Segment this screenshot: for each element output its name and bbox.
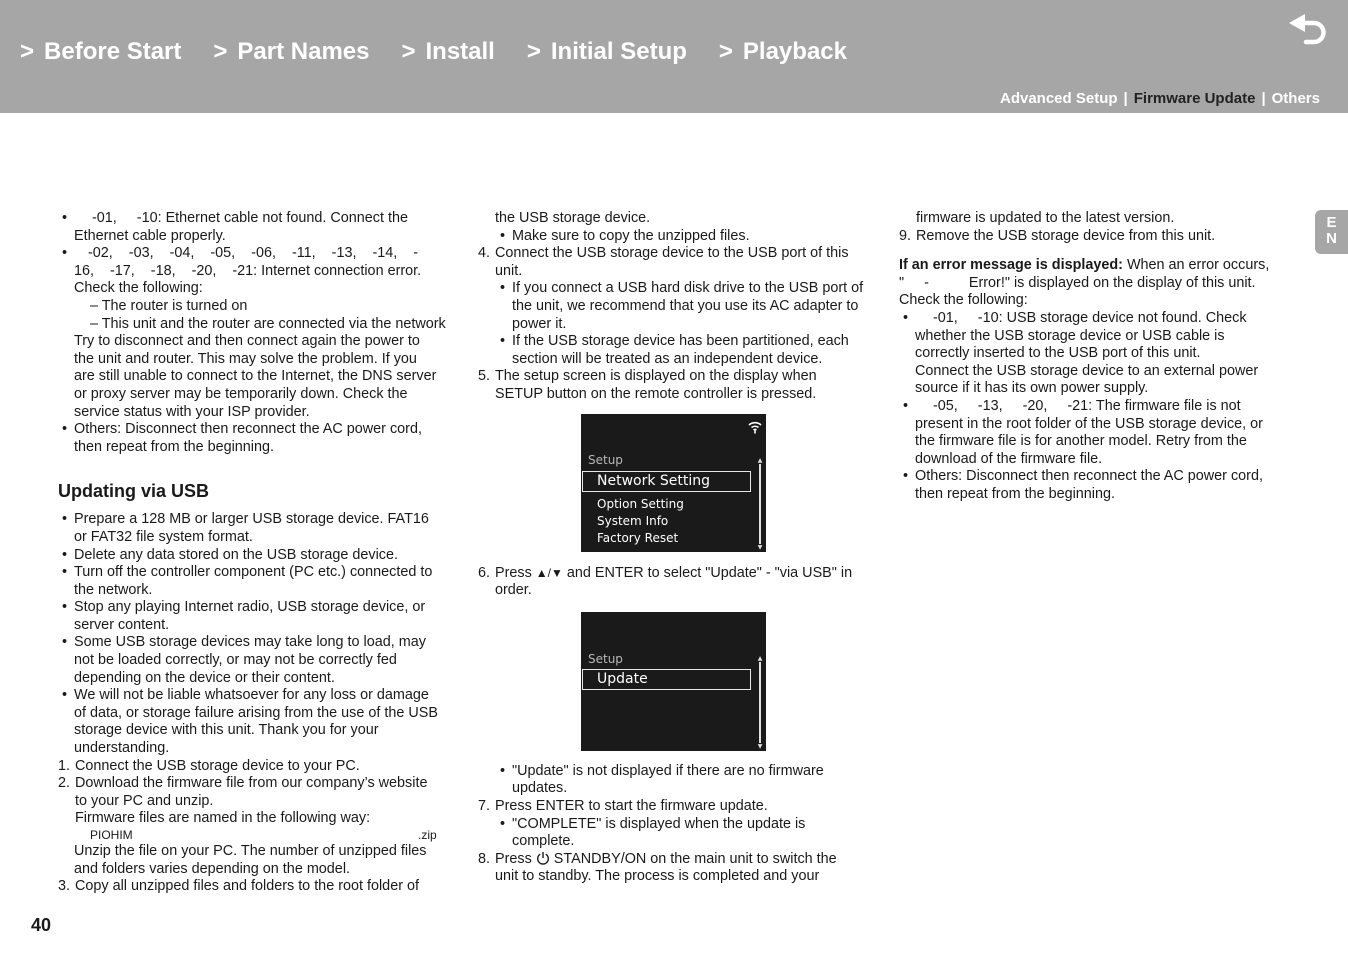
return-arrow-icon[interactable] — [1286, 14, 1330, 50]
sub-nav — [1000, 90, 1320, 107]
list-item: • Make sure to copy the unzipped files. — [478, 228, 868, 246]
text-line: Check the following: — [74, 280, 203, 297]
text-line: the USB storage device. — [495, 210, 651, 226]
nav-chevron: > — [213, 38, 228, 65]
setup-screen-display — [581, 414, 766, 552]
nav-label: Part Names — [237, 38, 370, 65]
step-item — [478, 851, 868, 886]
screen-title: Setup — [588, 452, 623, 467]
text-line: SETUP button on the remote controller is pressed. — [495, 385, 817, 402]
firmware-filename — [58, 828, 450, 843]
text-line: Unzip the file on your PC. The number of unzipped files — [74, 843, 427, 859]
text-line: section will be treated as an independent device. — [512, 350, 823, 367]
step-number: 5. — [478, 368, 491, 385]
step-number: 4. — [478, 245, 491, 262]
column-right — [899, 210, 1284, 504]
text-line: not be loaded correctly, or may not be correctly fed — [74, 652, 397, 669]
list-item — [899, 310, 1284, 398]
error-intro — [899, 257, 1284, 275]
text-line: • Prepare a 128 MB or larger USB storage device. FAT16 — [74, 511, 429, 528]
nav-chevron: > — [401, 38, 416, 65]
text-line: • -02, -03, -04, -05, -06, -11, -13, -14, - — [88, 245, 419, 262]
nav-part-names[interactable] — [213, 38, 369, 66]
step-number: 1. — [58, 757, 71, 774]
step-number: 7. — [478, 797, 491, 814]
subnav-others[interactable]: Others — [1271, 90, 1320, 107]
list-item — [58, 599, 450, 634]
text-line: firmware is updated to the latest version. — [916, 210, 1175, 226]
page-number: 40 — [31, 915, 52, 935]
text-line: Remove the USB storage device from this unit. — [916, 227, 1216, 244]
nav-label: Initial Setup — [550, 38, 687, 65]
text-line: updates. — [512, 780, 568, 797]
scrollbar — [759, 662, 761, 743]
language-tab[interactable] — [1315, 210, 1348, 254]
nav-label: Before Start — [44, 38, 182, 65]
step-item — [58, 758, 450, 776]
text-line — [495, 851, 868, 869]
text-line: • If you connect a USB hard disk drive to the USB port of — [512, 280, 864, 297]
text-line: correctly inserted to the USB port of this unit. — [915, 345, 1201, 362]
column-left — [58, 210, 450, 896]
list-item — [58, 511, 450, 546]
text-line: complete. — [512, 833, 575, 850]
list-item — [58, 421, 450, 456]
step-number: 2. — [58, 775, 71, 792]
list-item — [478, 333, 868, 368]
text-line: • -01, -10: Ethernet cable not found. Connect the — [92, 210, 408, 226]
list-item — [478, 816, 868, 851]
step-number: 8. — [478, 850, 491, 867]
column-middle — [478, 210, 868, 886]
list-item — [58, 547, 450, 565]
text-line: – The router is turned on — [90, 297, 248, 314]
text-line: • We will not be liable whatsoever for any loss or damage — [74, 687, 429, 704]
subnav-separator: | — [1261, 90, 1266, 107]
list-item — [58, 245, 450, 298]
up-down-arrows-icon: ▲/▼ — [535, 565, 563, 580]
scroll-up-icon: ▲ — [757, 654, 763, 662]
step-number: 6. — [478, 564, 491, 581]
text-line: Firmware files are named in the following way: — [75, 810, 371, 827]
step-number: 9. — [899, 227, 912, 244]
text-line: to your PC and unzip. — [75, 792, 214, 809]
list-item — [58, 687, 450, 757]
screen-menu-item: Factory Reset — [597, 530, 679, 545]
list-item — [58, 210, 450, 245]
nav-chevron: > — [718, 38, 733, 65]
text-line: service status with your ISP provider. — [74, 403, 310, 420]
wifi-icon — [748, 420, 762, 434]
scroll-down-icon: ▼ — [757, 742, 763, 750]
file-prefix: PIOHIM — [90, 828, 133, 842]
text-line: are still unable to connect to the Internet, the DNS server — [74, 368, 437, 385]
nav-install[interactable] — [401, 38, 494, 66]
text-line: • -05, -13, -20, -21: The firmware file is not — [933, 397, 1241, 414]
text-line: present in the root folder of the USB storage device, or — [915, 415, 1263, 432]
text-line: the firmware file is for another model. Retry from the — [915, 433, 1247, 450]
lang-letter: E — [1326, 214, 1337, 231]
scroll-up-icon: ▲ — [757, 456, 763, 464]
screen-title: Setup — [588, 651, 623, 666]
nav-label: Install — [425, 38, 495, 65]
power-icon — [536, 851, 550, 865]
text-line: • If the USB storage device has been partitioned, each — [512, 333, 849, 350]
screen-selected-item: Update — [582, 669, 751, 690]
nav-initial-setup[interactable] — [527, 38, 687, 66]
text-line: the unit and router. This may solve the problem. If you — [74, 350, 417, 367]
text-fragment: and ENTER to select "Update" - "via USB" in — [562, 564, 853, 581]
list-item — [478, 280, 868, 333]
nav-chevron: > — [20, 38, 35, 65]
text-line: source if it has its own power supply. — [915, 380, 1149, 397]
screen-menu-item: System Info — [597, 513, 669, 528]
text-line: the unit, we recommend that you use its AC adapter to — [512, 297, 859, 314]
text-line: and folders varies depending on the model. — [74, 860, 351, 877]
step-item — [899, 228, 1284, 246]
screen-menu-item: Option Setting — [597, 496, 684, 511]
text-line — [495, 565, 868, 583]
text-line: • Some USB storage devices may take long to load, may — [74, 634, 426, 651]
text-line: Download the firmware file from our company’s website — [75, 775, 428, 792]
text-fragment: STANDBY/ON on the main unit to switch the — [549, 850, 837, 867]
text-line: Press ENTER to start the firmware update. — [495, 797, 768, 814]
update-screen-display — [581, 612, 766, 751]
text-line: power it. — [512, 315, 567, 332]
text-line: depending on the device or their content. — [74, 669, 335, 686]
text-line: or FAT32 file system format. — [74, 528, 253, 545]
text-line: Connect the USB storage device to your PC. — [75, 757, 360, 774]
text-line: storage device with this unit. Thank you for your — [74, 722, 379, 739]
text-line: Connect the USB storage device to an external power — [915, 362, 1259, 379]
text-line: the network. — [74, 581, 153, 598]
list-item — [58, 634, 450, 687]
subnav-advanced-setup[interactable]: Advanced Setup — [1000, 90, 1118, 107]
text-line: • Turn off the controller component (PC etc.) connected to — [74, 564, 433, 581]
text-fragment: When an error occurs, — [1122, 257, 1270, 274]
step-item — [478, 368, 868, 403]
subnav-separator: | — [1123, 90, 1128, 107]
step-item — [58, 878, 450, 896]
step-item — [478, 245, 868, 280]
nav-chevron: > — [526, 38, 541, 65]
text-line: • Others: Disconnect then reconnect the AC power cord, — [74, 421, 422, 438]
text-line: – This unit and the router are connected via the network — [90, 315, 446, 332]
section-heading: Updating via USB — [58, 481, 210, 502]
file-suffix: .zip — [418, 828, 437, 842]
text-line: understanding. — [74, 740, 170, 757]
text-line: • Stop any playing Internet radio, USB storage device, or — [74, 599, 426, 616]
text-fragment: Press — [495, 564, 536, 581]
text-line: download of the firmware file. — [915, 450, 1103, 467]
text-line: • -01, -10: USB storage device not found. Check — [933, 309, 1247, 326]
text-line: Try to disconnect and then connect again the power to — [74, 333, 420, 350]
nav-playback[interactable] — [719, 38, 847, 66]
step-item — [58, 775, 450, 828]
text-line: or proxy server may be temporarily down. Check the — [74, 385, 408, 402]
text-line: Ethernet cable properly. — [74, 227, 226, 244]
error-heading: If an error message is displayed: — [899, 257, 1123, 274]
nav-before-start[interactable] — [20, 38, 181, 66]
text-line: Copy all unzipped files and folders to the root folder of — [75, 878, 419, 895]
header-bar — [0, 0, 1348, 113]
text-line: whether the USB storage device or USB cable is — [915, 327, 1225, 344]
text-line: unit to standby. The process is completed and your — [495, 868, 820, 885]
list-item — [899, 398, 1284, 468]
list-item — [899, 468, 1284, 503]
text-line: The setup screen is displayed on the display when — [495, 368, 817, 385]
text-line: " - Error!" is displayed on the display of this unit. — [899, 274, 1256, 291]
text-line: Connect the USB storage device to the USB port of this — [495, 245, 849, 262]
list-item — [478, 763, 868, 798]
text-line: order. — [495, 582, 532, 599]
text-line: server content. — [74, 616, 170, 633]
text-fragment: Press — [495, 850, 536, 867]
step-item — [478, 565, 868, 600]
text-line: • Delete any data stored on the USB storage device. — [74, 546, 398, 563]
top-nav — [20, 38, 879, 66]
step-number: 3. — [58, 878, 71, 895]
text-line: 16, -17, -18, -20, -21: Internet connection error. — [74, 262, 422, 279]
text-line: • "COMPLETE" is displayed when the update is — [512, 815, 806, 832]
text-line: • Others: Disconnect then reconnect the AC power cord, — [915, 468, 1263, 485]
scroll-down-icon: ▼ — [757, 543, 763, 551]
scrollbar — [759, 464, 761, 544]
lang-letter: N — [1326, 230, 1337, 247]
text-line: then repeat from the beginning. — [915, 485, 1116, 502]
text-line: • "Update" is not displayed if there are no firmware — [512, 762, 824, 779]
list-item — [58, 564, 450, 599]
text-line: of data, or storage failure arising from the use of the USB — [74, 704, 438, 721]
nav-label: Playback — [742, 38, 847, 65]
text-line: Check the following: — [899, 292, 1028, 309]
text-line: then repeat from the beginning. — [74, 438, 275, 455]
step-item — [478, 798, 868, 816]
subnav-firmware-update[interactable]: Firmware Update — [1133, 90, 1256, 107]
screen-selected-item: Network Setting — [582, 471, 751, 492]
text-line: unit. — [495, 262, 523, 279]
